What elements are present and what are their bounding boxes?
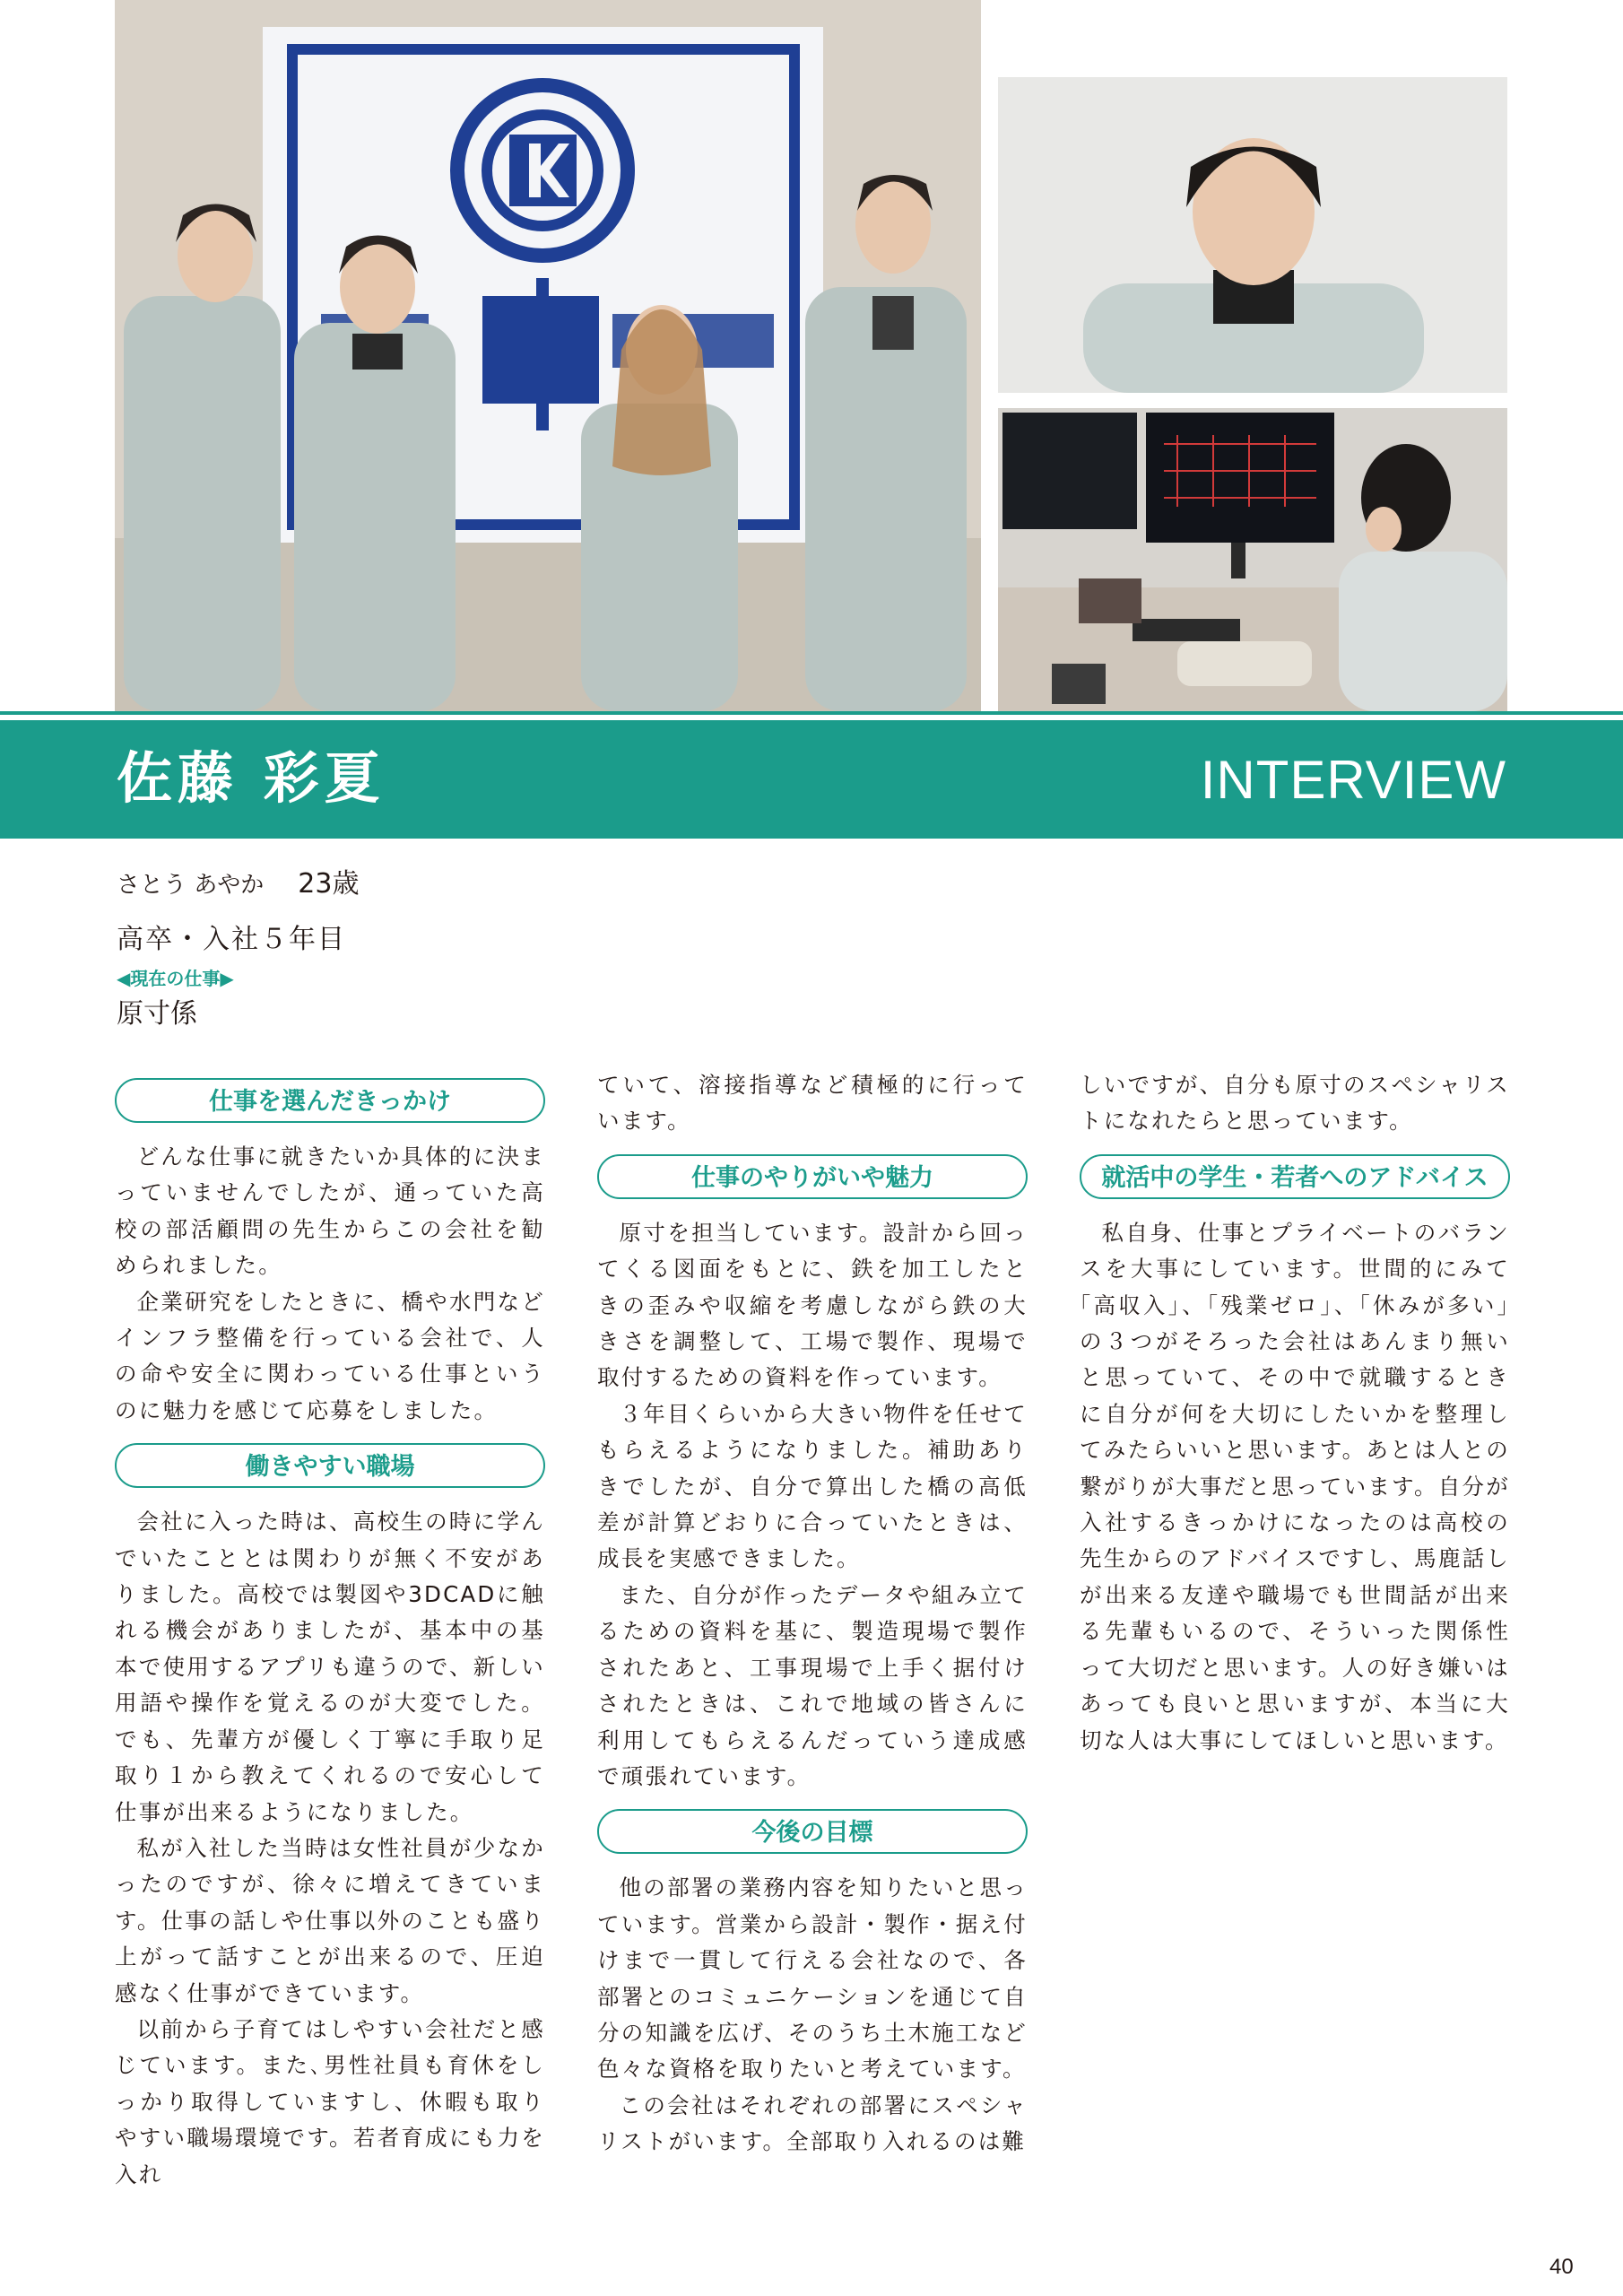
interview-label: INTERVIEW <box>1200 750 1506 810</box>
paragraph: ３年目くらいから大きい物件を任せてもらえるようになりました。補助ありきでしたが、自分で算出した橋の高低差が計算どおりに合っていたときは、成長を実感できました。 <box>597 1400 1028 1572</box>
paragraph: 以前から子育てはしやすい会社だと感じています。また､男性社員も育休をしっかり取得していますし、休暇も取りやすい職場環境です。若者育成にも力を入れ <box>115 2015 545 2187</box>
page-number: 40 <box>1549 2255 1574 2279</box>
portrait-photo <box>998 77 1507 393</box>
column-3 <box>1080 1069 1510 1759</box>
paragraph: どんな仕事に就きたいか具体的に決まっていませんでしたが、通っていた高校の部活顧問の先生からこの会社を勧められました。 <box>115 1144 545 1279</box>
paragraph: 他の部署の業務内容を知りたいと思っています。営業から設計・製作・据え付けまで一貫して行える会社なので、各部署とのコミュニケーションを通じて自分の知識を広げ、そのうち土木施工など色々な資格を取りたいと考えています。 <box>597 1874 1028 2083</box>
column-2 <box>597 1069 1028 2161</box>
section-heading: 今後の目標 <box>597 1809 1028 1854</box>
banner-top-line <box>0 711 1623 715</box>
current-job-value: 原寸係 <box>117 998 197 1030</box>
section-heading: 仕事を選んだきっかけ <box>115 1078 545 1123</box>
paragraph: この会社はそれぞれの部署にスペシャリストがいます。全部取り入れるのは難 <box>597 2092 1028 2155</box>
paragraph: 企業研究をしたときに、橋や水門などインフラ整備を行っている会社で、人の命や安全に関わっている仕事というのに魅力を感じて応募をしました。 <box>115 1288 545 1423</box>
education-tenure: 高卒・入社５年目 <box>117 924 346 955</box>
age: 23歳 <box>298 868 360 900</box>
section-heading: 働きやすい職場 <box>115 1443 545 1488</box>
profile-reading-line <box>117 861 359 900</box>
section-heading: 就活中の学生・若者へのアドバイス <box>1080 1154 1510 1199</box>
section-heading: 仕事のやりがいや魅力 <box>597 1154 1028 1199</box>
interviewee-name: 佐藤 彩夏 <box>117 745 386 811</box>
paragraph-continuation: しいですが、自分も原寸のスペシャリストになれたらと思っています。 <box>1080 1072 1510 1135</box>
current-job-label: ◀現在の仕事▶ <box>117 968 234 989</box>
column-1 <box>115 1069 545 2193</box>
group-photo <box>115 0 981 711</box>
workstation-photo <box>998 408 1507 711</box>
name-reading: さとう あやか <box>117 872 265 899</box>
paragraph: 私が入社した当時は女性社員が少なかったのですが、徐々に増えてきています。仕事の話しや仕事以外のことも盛り上がって話すことが出来るので、圧迫感なく仕事ができています。 <box>115 1834 545 2006</box>
paragraph: 私自身、仕事とプライベートのバランスを大事にしています。世間的にみて｢高収入｣、｢残業ゼロ｣、｢休みが多い｣の３つがそろった会社はあんまり無いと思っていて、その中で就職するときに自分が何を大切にしたいかを整理してみたらいいと思います。あとは人との繋がりが大事だと思っています。自分が入社するきっかけになったのは高校の先生からのアドバイスですし、馬鹿話しが出来る友達や職場でも世間話が出来る先輩もいるので、そういった関係性って大切だと思います。人の好き嫌いはあっても良いと思いますが、本当に大切な人は大事にしてほしいと思います。 <box>1080 1219 1510 1753</box>
paragraph: また、自分が作ったデータや組み立てるための資料を基に、製造現場で製作されたあと、工事現場で上手く据付けされたときは、これで地域の皆さんに利用してもらえるんだっていう達成感で頑張れています。 <box>597 1581 1028 1789</box>
paragraph-continuation: ていて、溶接指導など積極的に行っています。 <box>597 1072 1028 1135</box>
paragraph: 会社に入った時は、高校生の時に学んでいたこととは関わりが無く不安がありました。高校では製図や3DCADに触れる機会がありましたが、基本中の基本で使用するアプリも違うので、新しい用語や操作を覚えるのが大変でした。でも、先輩方が優しく丁寧に手取り足取り１から教えてくれるので安心して仕事が出来るようになりました。 <box>115 1509 545 1825</box>
paragraph: 原寸を担当しています。設計から回ってくる図面をもとに、鉄を加工したときの歪みや収縮を考慮しながら鉄の大きさを調整して、工場で製作、現場で取付するための資料を作っています。 <box>597 1219 1028 1391</box>
title-banner <box>0 720 1623 839</box>
